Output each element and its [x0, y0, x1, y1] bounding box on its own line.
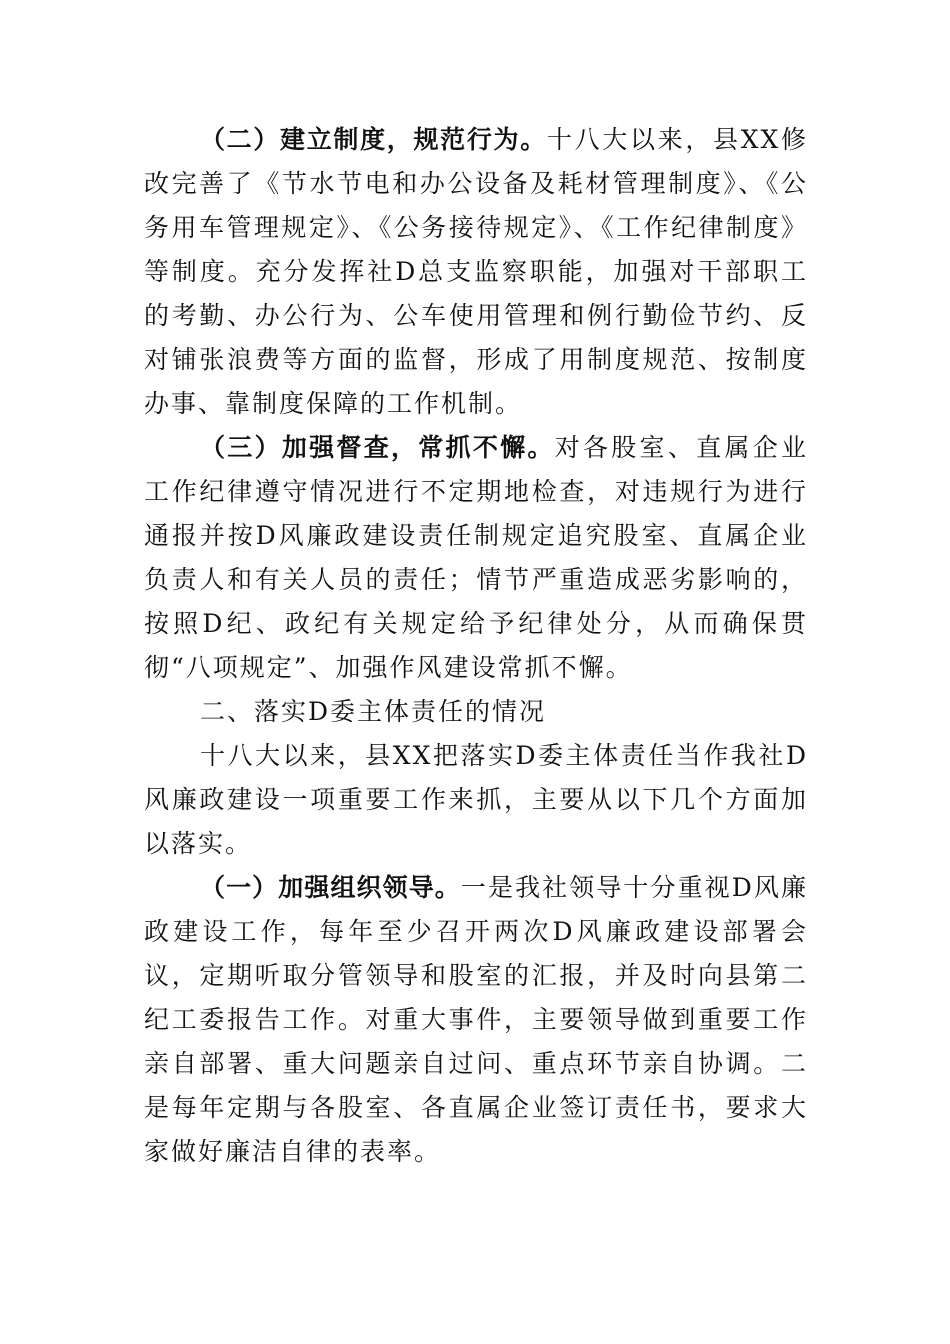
- section-title-text: 二、落实D委主体责任的情况: [200, 697, 547, 726]
- paragraph-text: 对各股室、直属企业工作纪律遵守情况进行不定期地检查，对违规行为进行通报并按D风廉政建设责任制规定追究股室、直属企业负责人和有关人员的责任；情节严重造成恶劣影响的，按照D纪、政纪有关规定给予纪律处分，从而确保贯彻“八项规定”、加强作风建设常抓不懈。: [144, 433, 808, 682]
- paragraph-heading: （一）加强组织领导。: [200, 873, 461, 902]
- paragraph-text: 十八大以来，县XX修改完善了《节水节电和办公设备及耗材管理制度》、《公务用车管理规定》、《公务接待规定》、《工作纪律制度》等制度。充分发挥社D总支监察职能，加强对干部职工的考勤、办公行为、公车使用管理和例行勤俭节约、反对铺张浪费等方面的监督，形成了用制度规范、按制度办事、靠制度保障的工作机制。: [144, 125, 808, 418]
- paragraph-institution-building: [144, 118, 808, 426]
- paragraph-text: 一是我社领导十分重视D风廉政建设工作，每年至少召开两次D风廉政建设部署会议，定期听取分管领导和股室的汇报，并及时向县第二纪工委报告工作。对重大事件，主要领导做到重要工作亲自部署、重大问题亲自过问、重点环节亲自协调。二是每年定期与各股室、各直属企业签订责任书，要求大家做好廉洁自律的表率。: [144, 873, 808, 1166]
- paragraph-supervision: [144, 426, 808, 690]
- paragraph-heading: （三）加强督查，常抓不懈。: [200, 433, 555, 462]
- paragraph-leadership: [144, 866, 808, 1174]
- document-body: [144, 118, 808, 1174]
- paragraph-text: 十八大以来，县XX把落实D委主体责任当作我社D风廉政建设一项重要工作来抓，主要从以下几个方面加以落实。: [144, 741, 808, 858]
- paragraph-intro: [144, 734, 808, 866]
- section-title: [144, 690, 808, 734]
- paragraph-heading: （二）建立制度，规范行为。: [200, 125, 547, 154]
